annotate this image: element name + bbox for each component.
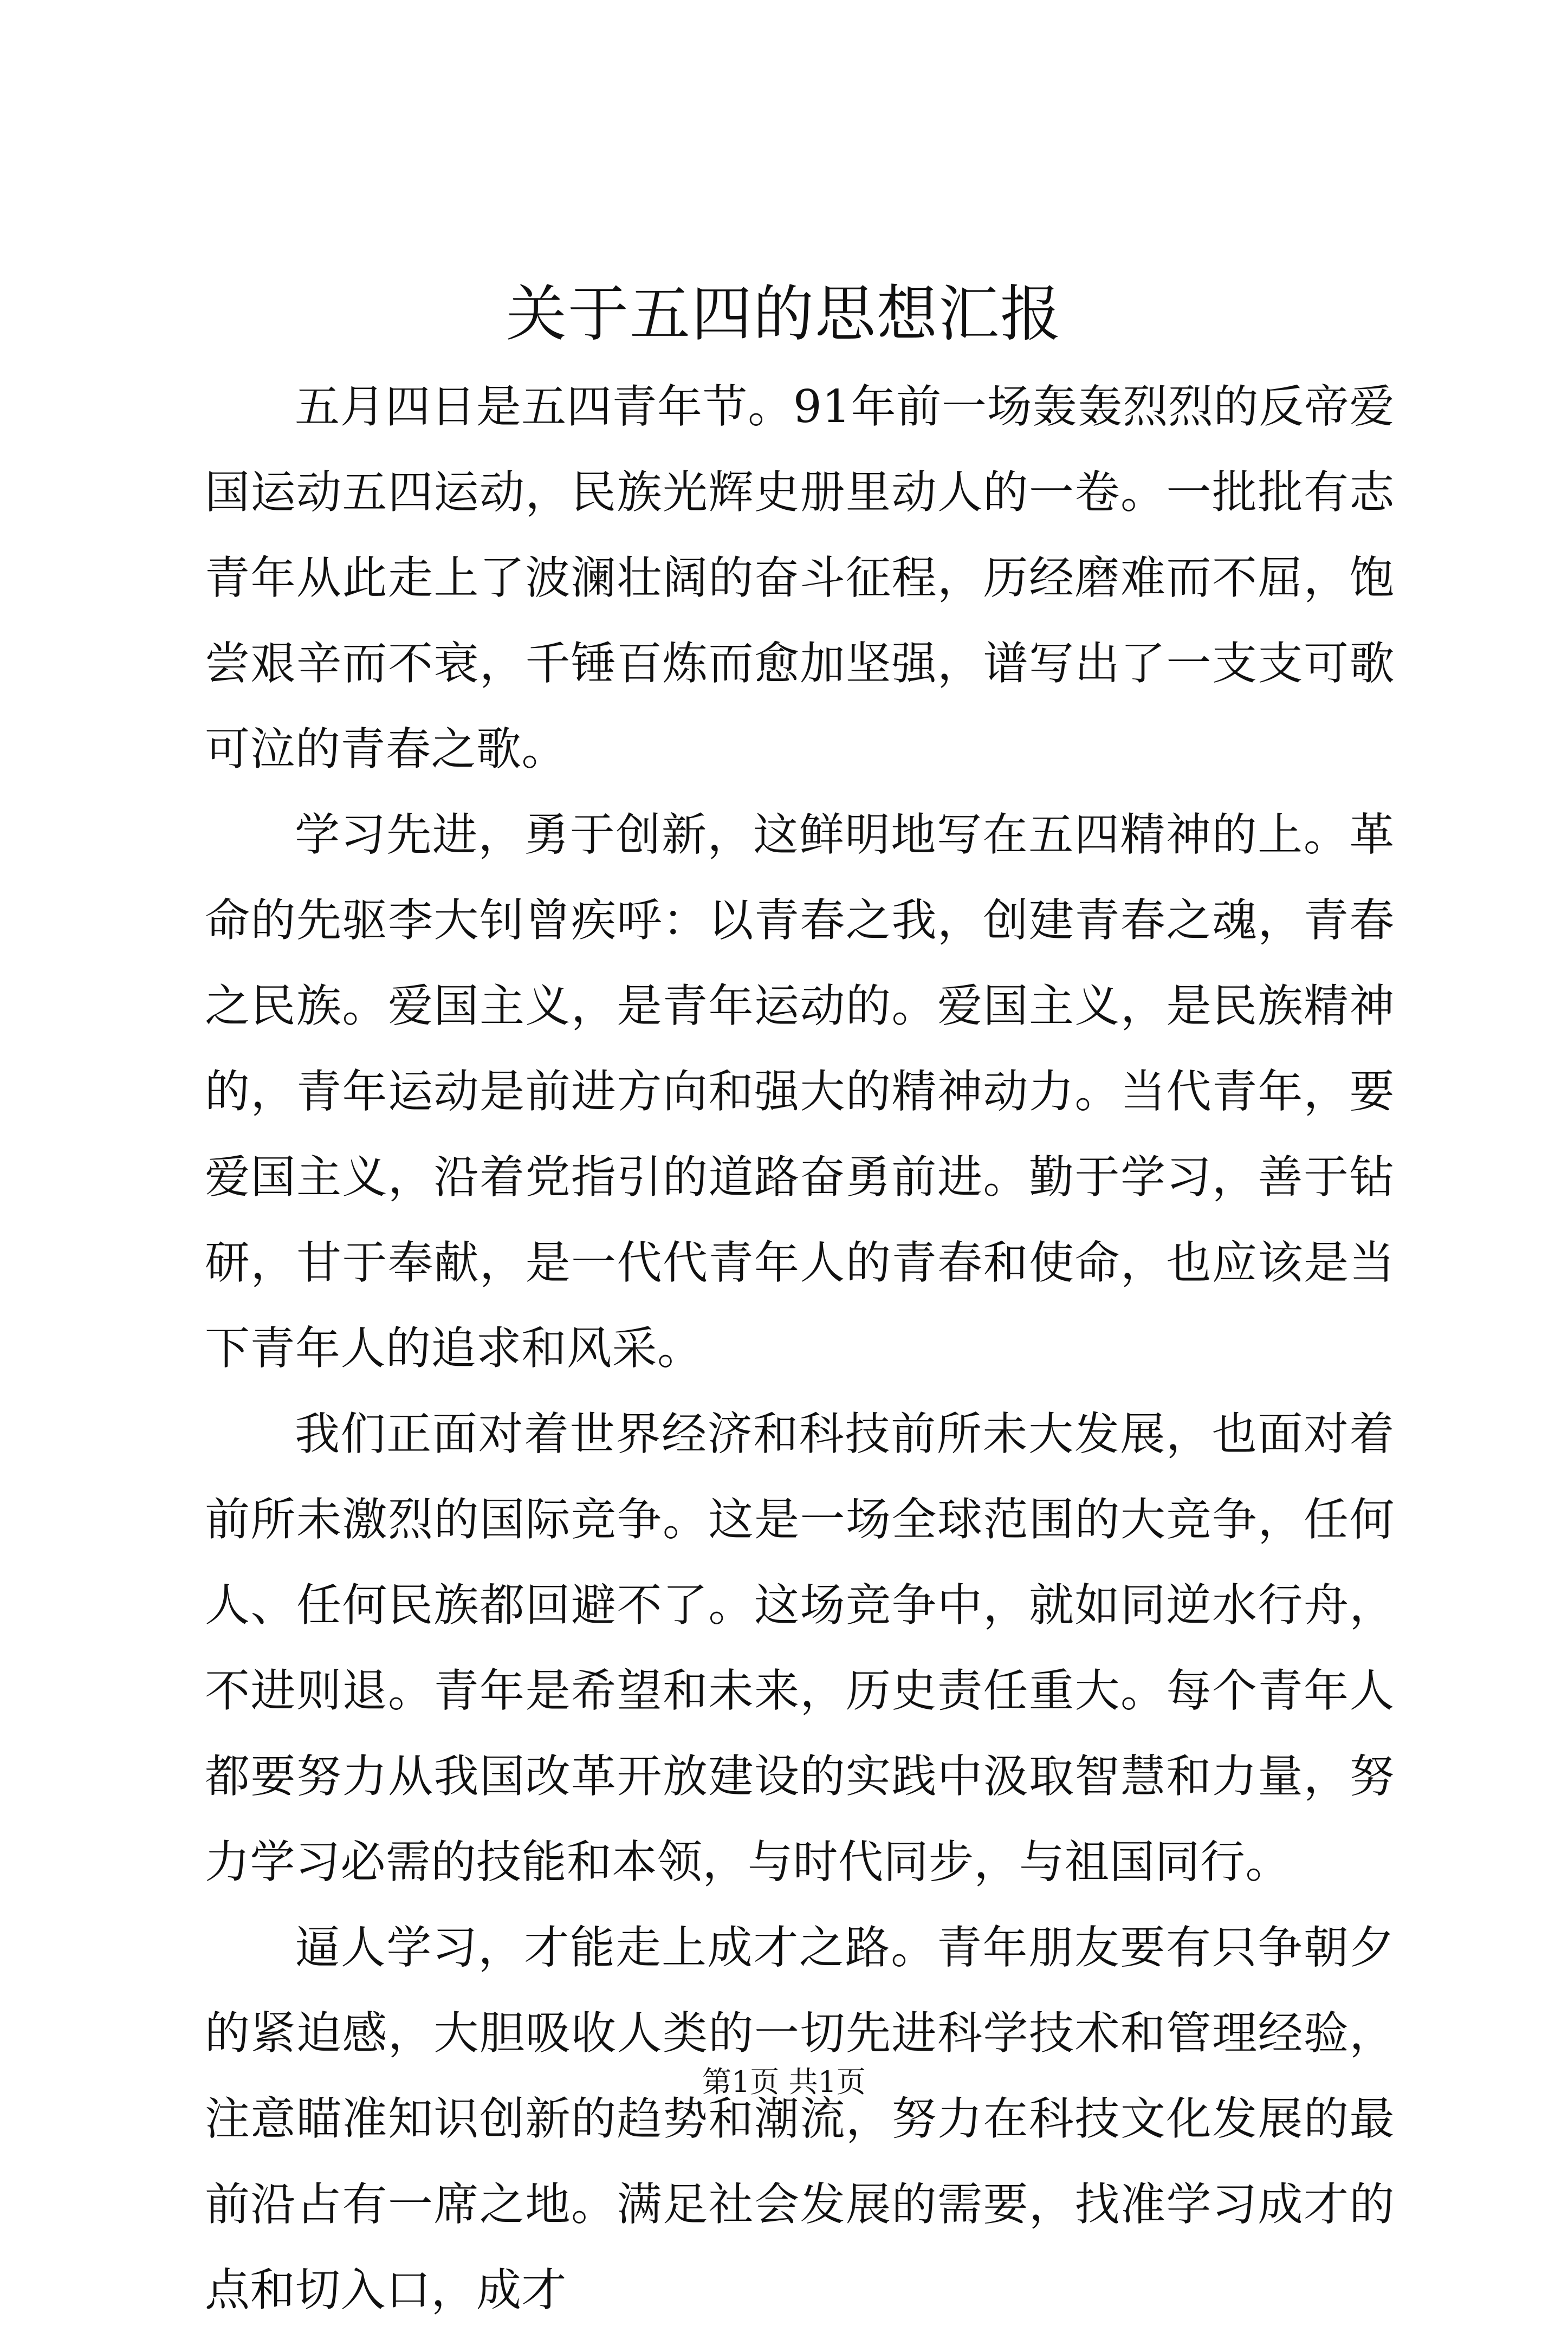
paragraph-2: 学习先进，勇于创新，这鲜明地写在五四精神的上。革命的先驱李大钊曾疾呼：以青春之我，创建青春之魂，青春之民族。爱国主义，是青年运动的。爱国主义，是民族精神的，青年运动是前进方向和强大的精神动力。当代青年，要爱国主义，沿着党指引的道路奋勇前进。勤于学习，善于钻研，甘于奉献，是一代代青年人的青春和使命，也应该是当下青年人的追求和风采。 bbox=[205, 808, 1395, 1375]
paragraph-1: 五月四日是五四青年节。91年前一场轰轰烈烈的反帝爱国运动五四运动，民族光辉史册里动人的一卷。一批批有志青年从此走上了波澜壮阔的奋斗征程，历经磨难而不屈，饱尝艰辛而不衰，千锤百炼而愈加坚强，谱写出了一支支可歌可泣的青春之歌。 bbox=[205, 380, 1395, 775]
document-title: 关于五四的思想汇报 bbox=[506, 279, 1062, 349]
document-body bbox=[205, 364, 1395, 2333]
paragraph-4: 逼人学习，才能走上成才之路。青年朋友要有只争朝夕的紧迫感，大胆吸收人类的一切先进科学技术和管理经验，注意瞄准知识创新的趋势和潮流，努力在科技文化发展的最前沿占有一席之地。满足社会发展的需要，找准学习成才的点和切入口，成才 bbox=[205, 1921, 1395, 2316]
page-footer: 第1页 共1页 bbox=[702, 2065, 866, 2099]
paragraph-3: 我们正面对着世界经济和科技前所未大发展，也面对着前所未激烈的国际竞争。这是一场全球范围的大竞争，任何人、任何民族都回避不了。这场竞争中，就如同逆水行舟，不进则退。青年是希望和未来，历史责任重大。每个青年人都要努力从我国改革开放建设的实践中汲取智慧和力量，努力学习必需的技能和本领，与时代同步，与祖国同行。 bbox=[205, 1408, 1395, 1888]
